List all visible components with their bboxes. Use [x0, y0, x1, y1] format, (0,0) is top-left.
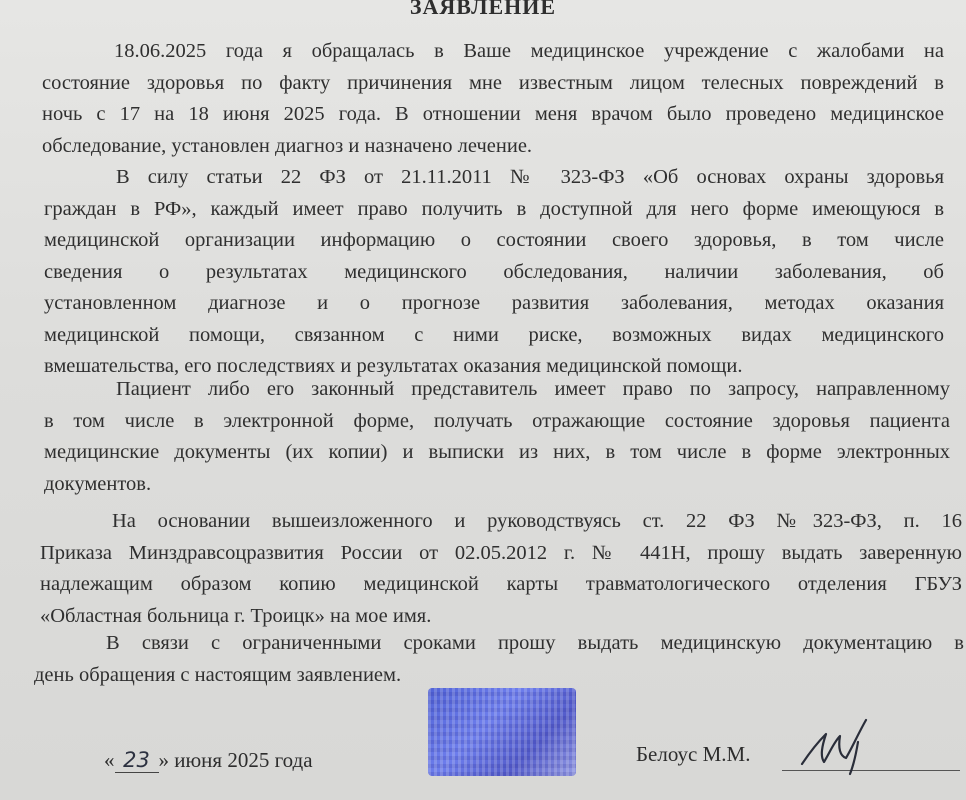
paragraph-line: В связи с ограниченными сроками прошу выдать медицинскую документацию в	[106, 632, 964, 654]
paragraph-line: медицинской организации информацию о состоянии своего здоровья, в том числе	[44, 229, 944, 251]
paragraph-line: медицинские документы (их копии) и выписки из них, в том числе в форме электронных	[44, 441, 950, 463]
paragraph-line: В силу статьи 22 ФЗ от 21.11.2011 № 323-ФЗ «Об основах охраны здоровья	[116, 166, 944, 188]
paragraph-line: вмешательства, его последствиях и результатах оказания медицинской помощи.	[44, 355, 743, 377]
paragraph-line: «Областная больница г. Троицк» на мое имя.	[40, 604, 432, 627]
paragraph-law-reference	[44, 162, 944, 383]
paragraph-line: медицинской помощи, связанном с ними риске, возможных видах медицинского	[44, 323, 944, 346]
paragraph-line: день обращения с настоящим заявлением.	[34, 663, 402, 686]
paragraph-line: Пациент либо его законный представитель имеет право по запросу, направленному	[116, 378, 950, 400]
handwritten-signature-icon	[796, 712, 886, 776]
signer-name: Белоус М.М.	[636, 742, 751, 766]
paragraph-line: граждан в РФ», каждый имеет право получить в доступной для него форме имеющуюся в	[44, 197, 944, 220]
paragraph-deadline	[34, 628, 964, 691]
paragraph-line: ночь с 17 на 18 июня 2025 года. В отношении меня врачом было проведено медицинское	[42, 103, 944, 125]
date-month-year: июня 2025 года	[169, 748, 313, 772]
paragraph-line: 18.06.2025 года я обращалась в Ваше медицинское учреждение с жалобами на	[114, 40, 944, 62]
paragraph-line: Приказа Минздравсоцразвития России от 02.05.2012 г. № 441Н, прошу выдать заверенную	[40, 541, 962, 564]
paragraph-patient-rights	[44, 374, 950, 500]
paragraph-line: надлежащим образом копию медицинской карты травматологического отделения ГБУЗ	[40, 573, 962, 595]
redacted-stamp-mark	[428, 688, 576, 776]
paragraph-line: установленном диагнозе и о прогнозе развития заболевания, методах оказания	[44, 292, 944, 314]
date-close-quote: »	[158, 748, 169, 772]
paragraph-request	[40, 506, 962, 632]
paragraph-line: состояние здоровья по факту причинения мне известным лицом телесных повреждений в	[42, 71, 944, 94]
paragraph-line: обследование, установлен диагноз и назначено лечение.	[42, 134, 533, 157]
paragraph-line: в том числе в электронной форме, получать отражающие состояние здоровья пациента	[44, 409, 950, 432]
paragraph-line: документов.	[44, 472, 152, 495]
date-open-quote: «	[104, 748, 115, 772]
paragraph-line: На основании вышеизложенного и руководствуясь ст. 22 ФЗ №323-ФЗ, п. 16	[112, 510, 962, 532]
date-day-handwritten: 23	[115, 748, 159, 773]
paragraph-line: сведения о результатах медицинского обследования, наличии заболевания, об	[44, 260, 944, 283]
document-date	[104, 748, 313, 773]
document-title: ЗАЯВЛЕНИЕ	[409, 0, 557, 19]
paragraph-complaint	[42, 36, 944, 162]
